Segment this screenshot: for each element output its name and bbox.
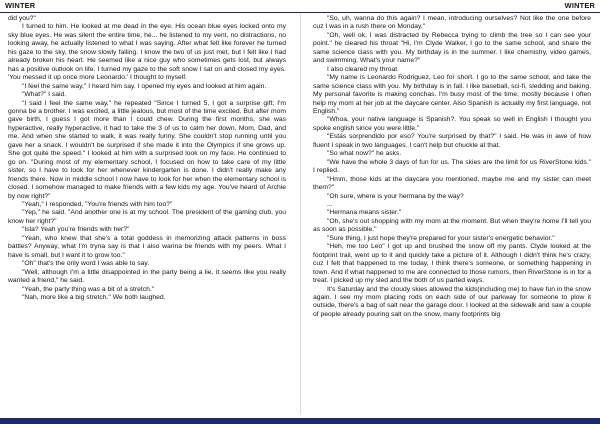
paragraph: did you?" [8, 15, 36, 22]
paragraph: "Estás sorprendido por eso? You're surprised by that?" I said. He was in awe of how fluent I speak in two languages. I can't help but chuckle at that. [313, 133, 591, 149]
paragraph: "Oh sure, where is your hermana by the way? [327, 192, 464, 200]
paragraph: "I feel the same way," I heard him say. I opened my eyes and looked at him again. [22, 82, 267, 90]
paragraph: "Hermana means sister." [327, 209, 402, 217]
paragraph: "We have the whole 3 days of fun for us. The skies are the limit for us RiverStone kids." I replied. [313, 158, 591, 175]
page-footer-bar [0, 418, 600, 424]
paragraph: "What?" I said. [22, 91, 67, 99]
left-page-column [8, 15, 286, 413]
paragraph: "Oh, she's out shopping with my mom at the moment. But when they're home I'll tell you as soon as possible." [313, 217, 591, 234]
running-header-right: WINTER [564, 1, 595, 10]
paragraph: "Whoa, your native language is Spanish?. You speak so well in English I thought you spoke english since you were little." [313, 116, 591, 132]
paragraph: "My name is Leonardo Rodriguez, Leo for short. I go to the same school, and take the same science class with you. My birthday is in fall. I like baseball, sci-fi, sledding and baking. My personal favorite is making conchas. I'm busy most of the time, mostly because I often help my mom at her job at the daycare center. Also Spanish is actually my first language, not English." [313, 74, 591, 115]
paragraph: It's Saturday and the cloudy skies allowed the kids(including me) to have fun in the snow again. I see my mom placing rods on each side of our parkway for someone to plow it outside, there's a bag of salt near the garage door. I looked at the sidewalk and saw a couple of people already pouring salt on the snow, many footprints big [313, 285, 591, 318]
paragraph: I turned to him. He looked at me dead in the eye. His ocean blue eyes locked onto my sky blue eyes. He was silent the entire time, he... he listened to my vent, no distractions, no looking away, he actually listened to what I was saying. After what felt like forever he turned his gaze to the sky, the snow slowly falling. I know the two of us just met, but I felt like I had already broken his heart. He seemed like a nice guy who sometimes gets lost, but always has a positive outlook on life. I turned my gaze to the soft snow I sat on and closed my eyes. 'You messed it up once more Leonardo.' I thought to myself. [8, 23, 286, 82]
paragraph: "Well, although I'm a little disappointed in the party being a lie, it seems like you really wanted a friend," he said. [8, 268, 286, 285]
paragraph: ... [327, 200, 333, 208]
paragraph: "Oh, well ok, I was distracted by Rebecca trying to climb the tree so I can see your point." he cleared his throat "Hi, I'm Clyde Walker, I go to the same school, and share the same science class with you. My birthday is in the summer. I like chemistry, video games, and swimming. What's your name?" [313, 31, 591, 65]
running-header-left: WINTER [5, 1, 36, 10]
paragraph: "I said I feel the same way," he repeated "Since I turned 5, I got a surprise gift; I'm gonna be a brother. I was excited, a little jealous, but most of the time excited. But after mom gave birth, I guess I got more than I could chew. During the first months, she was hyperactive, really hyperactive, it had to take the 3 of us to calm her down, Mom, Dad, and me. And when she started to walk, it was really funny. She couldn't stop running until you gave her a snack. I wouldn't be surprised if she made it into the Olympics if she grows up. She got quite the speed." I looked at him with a surprised look on my face. He continued to go on. "During most of my elementary school, I focused on how to take care of my little sister, so I have to look for her whenever kindergarten is done. I didn't really make any friends there. Now in middle school I now have to look for her when the elementary school is closed. I somehow managed to make friends with a few kids my age. You've heard of Archie by now right?" [8, 99, 286, 200]
paragraph: "Oh" that's the only word I was able to say. [22, 260, 150, 268]
paragraph: "Isla? Yeah you're friends with her?" [22, 226, 130, 234]
paragraph: "Yep," he said. "And another one is at my school. The president of the gaming club, you know her right?" [8, 209, 286, 225]
paragraph: "Nah, more like a big stretch." We both laughed. [22, 293, 166, 301]
paragraph: "Yeah, who knew that she's a total goddess in memorizing attack patterns in boss battles? Anyway, what I'm tryna say is that I also wanna be friends with my peers. What I have is small, but I want it to grow too." [8, 234, 286, 259]
paragraph: "So, uh, wanna do this again? I mean, introducing ourselves? Not like the one before cuz I was in a rush there on Monday." [313, 15, 591, 31]
paragraph: "Hmm, those kids at the daycare you mentioned, maybe me and my sister can meet them?" [313, 175, 591, 192]
paragraph: "Yeah, the party thing was a bit of a stretch." [22, 285, 155, 293]
paragraph: "Sure thing, I just hope they're prepared for your sister's energetic behavior." [327, 234, 555, 242]
paragraph: "Heh, me too Leo" I got up and brushed the snow off my pants. Clyde looked at the footprint trail, went up to it and quickly take a picture of it. Although I didn't think he's crazy, cuz I felt that happened to me today, I think there's someone, or something happening in town. And if what happened to me are connected to those rumors, then RiverStone is in for a treat. I picked up my sled and the both of us parted ways. [313, 243, 591, 285]
column-gutter [300, 14, 301, 414]
paragraph: "Yeah," I responded, "You're friends with him too?" [22, 200, 173, 208]
page-header [0, 0, 600, 13]
right-page-column [313, 15, 591, 413]
paragraph: I also cleared my throat [327, 65, 398, 73]
paragraph: "So what now?" he asks. [327, 150, 402, 158]
